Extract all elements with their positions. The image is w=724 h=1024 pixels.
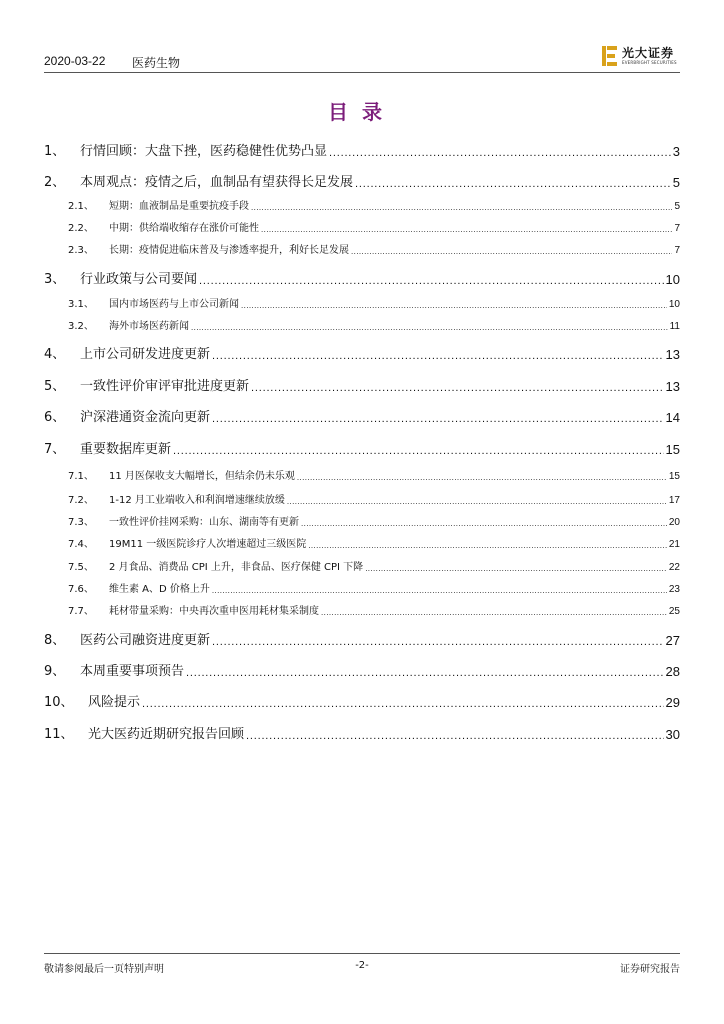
toc-leader-dots <box>212 628 664 648</box>
toc-entry-page: 7 <box>674 223 680 234</box>
toc-entry-number: 10、 <box>44 695 74 710</box>
toc-entry-page: 5 <box>672 175 680 190</box>
toc-entry-title: 上市公司研发进度更新 <box>80 347 211 362</box>
toc-entry-page: 17 <box>668 495 680 506</box>
logo-subtext: EVERBRIGHT SECURITIES <box>622 60 677 65</box>
toc-entry-number: 2.2、 <box>68 223 94 234</box>
toc-entry-number: 2.1、 <box>68 201 94 212</box>
toc-entry-title: 19M11 一级医院诊疗人次增速超过三级医院 <box>109 539 307 550</box>
footer-divider <box>44 953 680 954</box>
toc-subentry[interactable] <box>44 214 680 234</box>
toc-entry-page: 28 <box>665 664 680 679</box>
toc-entry-number: 11、 <box>44 727 74 742</box>
toc-entry-number: 7.7、 <box>68 606 94 617</box>
toc-entry-number: 3.1、 <box>68 299 94 310</box>
toc-entry-number: 7.2、 <box>68 495 94 506</box>
toc-entry-number: 7.4、 <box>68 539 94 550</box>
toc-entry-page: 21 <box>668 539 680 550</box>
toc-entry-number: 5、 <box>44 379 66 394</box>
toc-entry-title: 重要数据库更新 <box>80 442 172 457</box>
toc-entry-page: 30 <box>665 727 680 742</box>
toc-entry[interactable] <box>44 437 680 457</box>
toc-entry-page: 15 <box>668 471 680 482</box>
page-number: -2- <box>355 960 369 971</box>
toc-entry-title: 行情回顾：大盘下挫，医药稳健性优势凸显 <box>80 144 328 159</box>
toc-leader-dots <box>261 214 672 234</box>
toc-entry-page: 29 <box>665 695 680 710</box>
toc-entry-title: 光大医药近期研究报告回顾 <box>88 727 245 742</box>
toc-entry-number: 2.3、 <box>68 245 94 256</box>
toc-entry[interactable] <box>44 267 680 287</box>
toc-entry-page: 13 <box>665 379 680 394</box>
toc-entry-number: 7、 <box>44 442 66 457</box>
toc-subentry[interactable] <box>44 312 680 332</box>
toc-entry-title: 中期：供给端收缩存在涨价可能性 <box>109 223 259 234</box>
toc-entry-title: 2 月食品、消费品 CPI 上升，非食品、医疗保健 CPI 下降 <box>109 562 364 573</box>
toc-entry-page: 20 <box>668 517 680 528</box>
report-sector: 医药生物 <box>132 56 181 70</box>
toc-leader-dots <box>301 508 667 528</box>
toc-leader-dots <box>355 170 671 190</box>
toc-entry-page: 10 <box>668 299 680 310</box>
toc-entry-title: 沪深港通资金流向更新 <box>80 410 211 425</box>
footer-report-type: 证券研究报告 <box>620 964 680 975</box>
toc-entry-page: 13 <box>665 347 680 362</box>
toc-entry[interactable] <box>44 374 680 394</box>
toc-entry-title: 11 月医保收支大幅增长，但结余仍未乐观 <box>109 471 295 482</box>
toc-leader-dots <box>329 139 671 159</box>
page-footer <box>44 960 680 976</box>
toc-subentry[interactable] <box>44 575 680 595</box>
toc-entry-page: 22 <box>668 562 680 573</box>
toc-entry-number: 3.2、 <box>68 321 94 332</box>
header-divider <box>44 72 680 73</box>
toc-subentry[interactable] <box>44 290 680 310</box>
toc-entry-page: 7 <box>674 245 680 256</box>
page-title: 目录 <box>328 100 396 124</box>
company-logo <box>602 44 680 72</box>
toc-entry-page: 5 <box>674 201 680 212</box>
toc-leader-dots <box>297 462 667 482</box>
toc-entry-number: 3、 <box>44 272 66 287</box>
toc-entry-title: 医药公司融资进度更新 <box>80 633 211 648</box>
toc-entry-page: 14 <box>665 410 680 425</box>
toc-entry-title: 短期：血液制品是重要抗疫手段 <box>109 201 249 212</box>
toc-entry[interactable] <box>44 690 680 710</box>
toc-leader-dots <box>173 437 664 457</box>
toc-leader-dots <box>308 530 667 550</box>
toc-entry-title: 耗材带量采购：中央再次重申医用耗材集采制度 <box>109 606 319 617</box>
toc-subentry[interactable] <box>44 530 680 550</box>
toc-leader-dots <box>251 374 664 394</box>
footer-disclaimer: 敬请参阅最后一页特别声明 <box>44 964 164 975</box>
toc-leader-dots <box>246 722 664 742</box>
toc-subentry[interactable] <box>44 486 680 506</box>
toc-entry-title: 海外市场医药新闻 <box>109 321 189 332</box>
toc-leader-dots <box>212 342 664 362</box>
toc-entry-number: 7.6、 <box>68 584 94 595</box>
logo-text: 光大证券 <box>622 46 675 60</box>
logo-mark-icon <box>602 46 618 66</box>
toc-leader-dots <box>241 290 667 310</box>
toc-entry-title: 一致性评价审评审批进度更新 <box>80 379 250 394</box>
toc-entry-title: 国内市场医药与上市公司新闻 <box>109 299 239 310</box>
toc-subentry[interactable] <box>44 236 680 256</box>
toc-leader-dots <box>351 236 672 256</box>
toc-subentry[interactable] <box>44 508 680 528</box>
toc-entry[interactable] <box>44 628 680 648</box>
toc-leader-dots <box>251 192 672 212</box>
toc-leader-dots <box>142 690 664 710</box>
page-header <box>44 46 680 72</box>
toc-entry-page: 10 <box>665 272 680 287</box>
toc-entry[interactable] <box>44 722 680 742</box>
toc-entry[interactable] <box>44 139 680 159</box>
toc-entry-title: 长期：疫情促进临床普及与渗透率提升，利好长足发展 <box>109 245 349 256</box>
toc-subentry[interactable] <box>44 462 680 482</box>
toc-entry-title: 本周观点：疫情之后，血制品有望获得长足发展 <box>80 175 354 190</box>
toc-entry-number: 9、 <box>44 664 66 679</box>
toc-leader-dots <box>212 405 664 425</box>
report-date: 2020-03-22 <box>44 54 106 68</box>
toc-entry-page: 23 <box>668 584 680 595</box>
toc-entry-page: 11 <box>669 321 680 332</box>
toc-entry-title: 一致性评价挂网采购：山东、湖南等有更新 <box>109 517 299 528</box>
toc-leader-dots <box>186 659 664 679</box>
toc-entry-page: 15 <box>665 442 680 457</box>
toc-entry-page: 27 <box>665 633 680 648</box>
toc-entry-title: 风险提示 <box>88 695 141 710</box>
toc-entry-number: 7.3、 <box>68 517 94 528</box>
toc-entry[interactable] <box>44 659 680 679</box>
toc-entry-number: 4、 <box>44 347 66 362</box>
toc-leader-dots <box>191 312 668 332</box>
toc-leader-dots <box>287 486 667 506</box>
toc-entry-title: 1-12 月工业端收入和利润增速继续放缓 <box>109 495 285 506</box>
toc-entry-number: 2、 <box>44 175 66 190</box>
toc-entry-page: 3 <box>672 144 680 159</box>
toc-subentry[interactable] <box>44 192 680 212</box>
toc-entry-number: 7.1、 <box>68 471 94 482</box>
toc-entry-number: 7.5、 <box>68 562 94 573</box>
toc-entry-title: 本周重要事项预告 <box>80 664 185 679</box>
toc-leader-dots <box>321 597 667 617</box>
toc-leader-dots <box>199 267 664 287</box>
toc-subentry[interactable] <box>44 553 680 573</box>
toc-entry[interactable] <box>44 342 680 362</box>
toc-leader-dots <box>212 575 667 595</box>
toc-entry-number: 6、 <box>44 410 66 425</box>
toc-entry-number: 8、 <box>44 633 66 648</box>
toc-subentry[interactable] <box>44 597 680 617</box>
toc-entry-title: 行业政策与公司要闻 <box>80 272 198 287</box>
toc-entry-title: 维生素 A、D 价格上升 <box>109 584 210 595</box>
toc-entry[interactable] <box>44 405 680 425</box>
toc-entry-number: 1、 <box>44 144 66 159</box>
toc-leader-dots <box>365 553 667 573</box>
toc-entry-page: 25 <box>668 606 680 617</box>
toc-entry[interactable] <box>44 170 680 190</box>
